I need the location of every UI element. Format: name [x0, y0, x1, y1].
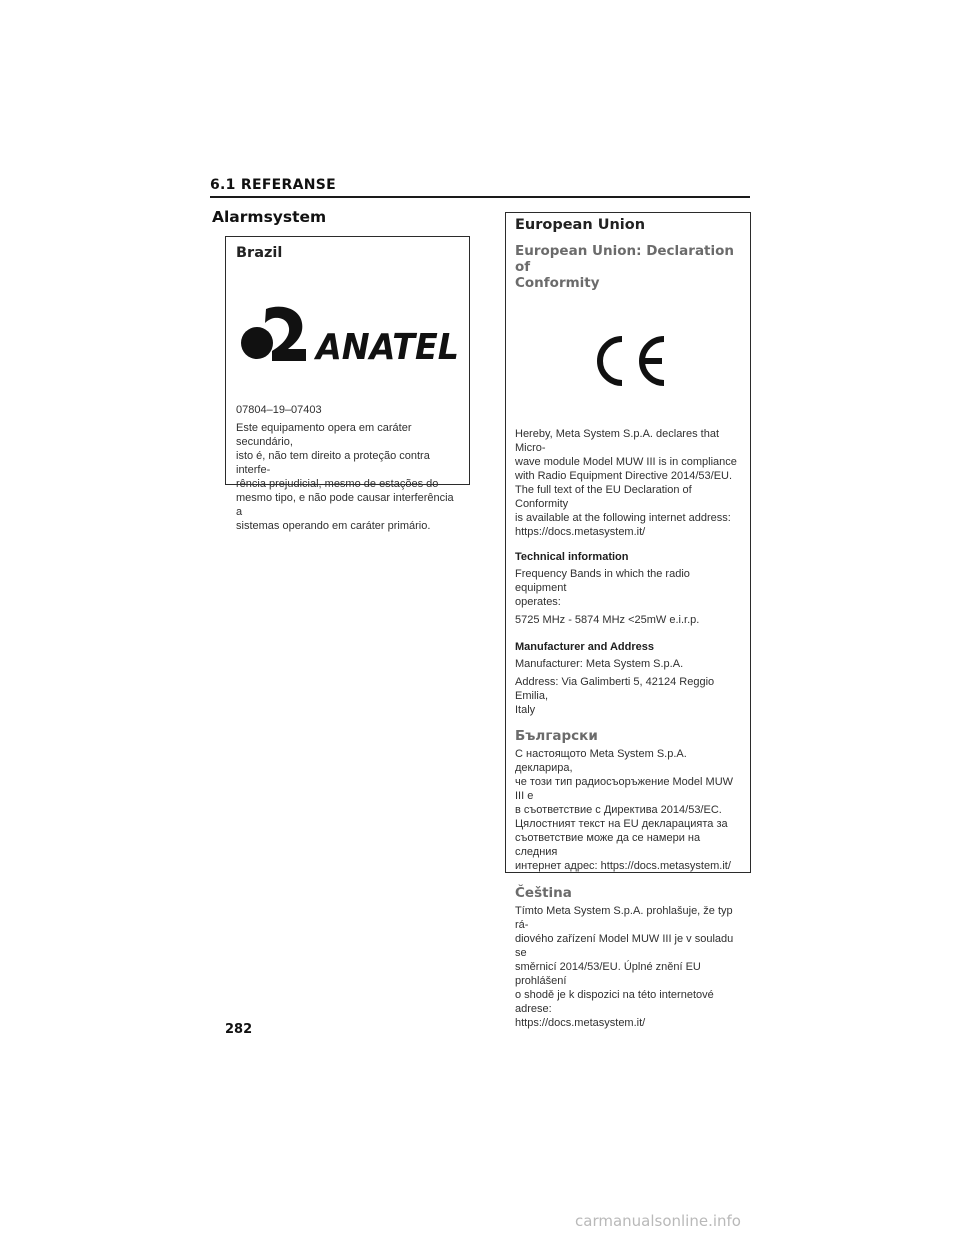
czech-text-line: o shodě je k dispozici na této internetové adrese:: [515, 989, 714, 1015]
eu-declaration-url: https://docs.metasystem.it/: [515, 526, 646, 538]
technical-info: [515, 567, 741, 609]
address-line: Address: Via Galimberti 5, 42124 Reggio Emilia,: [515, 676, 715, 702]
frequency-value: 5725 MHz - 5874 MHz <25mW e.i.r.p.: [515, 614, 700, 626]
eu-declaration: [515, 427, 741, 539]
bulgarian-text: [515, 747, 741, 873]
technical-info-label: Technical information: [515, 551, 629, 563]
address-line: Italy: [515, 704, 536, 716]
eu-declaration-line: is available at the following internet address:: [515, 512, 731, 524]
technical-info-line: Frequency Bands in which the radio equipment: [515, 568, 690, 594]
bulgarian-text-line: в съответствие с Директива 2014/53/ЕС.: [515, 804, 722, 816]
eu-title: European Union: [515, 217, 646, 233]
bulgarian-text-line: съответствие може да се намери на следния: [515, 832, 701, 858]
section-title: 6.1 REFERANSE: [210, 177, 337, 193]
czech-text: [515, 904, 741, 1030]
technical-info-line: operates:: [515, 596, 561, 608]
brazil-box: [225, 236, 470, 532]
brazil-text-line: isto é, não tem direito a proteção contra interfe-: [236, 450, 430, 476]
czech-text-line: diového zařízení Model MUW III je v souladu se: [515, 933, 734, 959]
eu-declaration-line: Hereby, Meta System S.p.A. declares that Micro-: [515, 428, 719, 454]
brazil-text-line: Este equipamento opera em caráter secundário,: [236, 422, 412, 448]
brazil-text: [236, 421, 459, 533]
bulgarian-text-line: че този тип радиосъоръжение Model MUW III е: [515, 776, 734, 802]
address: [515, 675, 741, 717]
bulgarian-text-line: интернет адрес: https://docs.metasystem.it/: [515, 860, 731, 872]
eu-box: [505, 212, 751, 1029]
brazil-text-line: mesmo tipo, e não pode causar interferência a: [236, 492, 454, 518]
page-heading: Alarmsystem: [212, 208, 327, 226]
ce-mark-icon: [588, 333, 668, 389]
brazil-text-line: sistemas operando em caráter primário.: [236, 520, 431, 532]
brazil-title: Brazil: [236, 245, 283, 261]
bulgarian-text-line: С настоящото Meta System S.p.A. декларира,: [515, 748, 687, 774]
czech-text-line: směrnicí 2014/53/EU. Úplné znění EU prohlášení: [515, 961, 701, 987]
eu-declaration-line: with Radio Equipment Directive 2014/53/EU.: [515, 470, 733, 482]
eu-declaration-line: The full text of the EU Declaration of Conformity: [515, 484, 692, 510]
bulgarian-title: Български: [515, 728, 598, 744]
bulgarian-text-line: Цялостният текст на EU декларацията за: [515, 818, 728, 830]
brazil-text-line: rência prejudicial, mesmo de estações do: [236, 478, 439, 490]
manufacturer-label: Manufacturer and Address: [515, 641, 654, 653]
manufacturer-value: Manufacturer: Meta System S.p.A.: [515, 658, 684, 670]
page-number: 282: [225, 1022, 253, 1037]
section-header: [210, 176, 750, 198]
eu-subtitle-line: European Union: Declaration of: [515, 243, 735, 275]
czech-text-line: https://docs.metasystem.it/: [515, 1017, 646, 1029]
watermark: carmanualsonline.info: [575, 1212, 741, 1230]
anatel-logo-text: ANATEL: [313, 327, 459, 363]
eu-subtitle: [515, 243, 741, 291]
eu-declaration-line: wave module Model MUW III is in compliance: [515, 456, 737, 468]
eu-subtitle-line: Conformity: [515, 275, 600, 291]
czech-text-line: Tímto Meta System S.p.A. prohlašuje, že typ rá-: [515, 905, 733, 931]
anatel-logo: [236, 305, 461, 363]
brazil-code: 07804–19–07403: [236, 404, 322, 416]
czech-title: Čeština: [515, 885, 572, 901]
